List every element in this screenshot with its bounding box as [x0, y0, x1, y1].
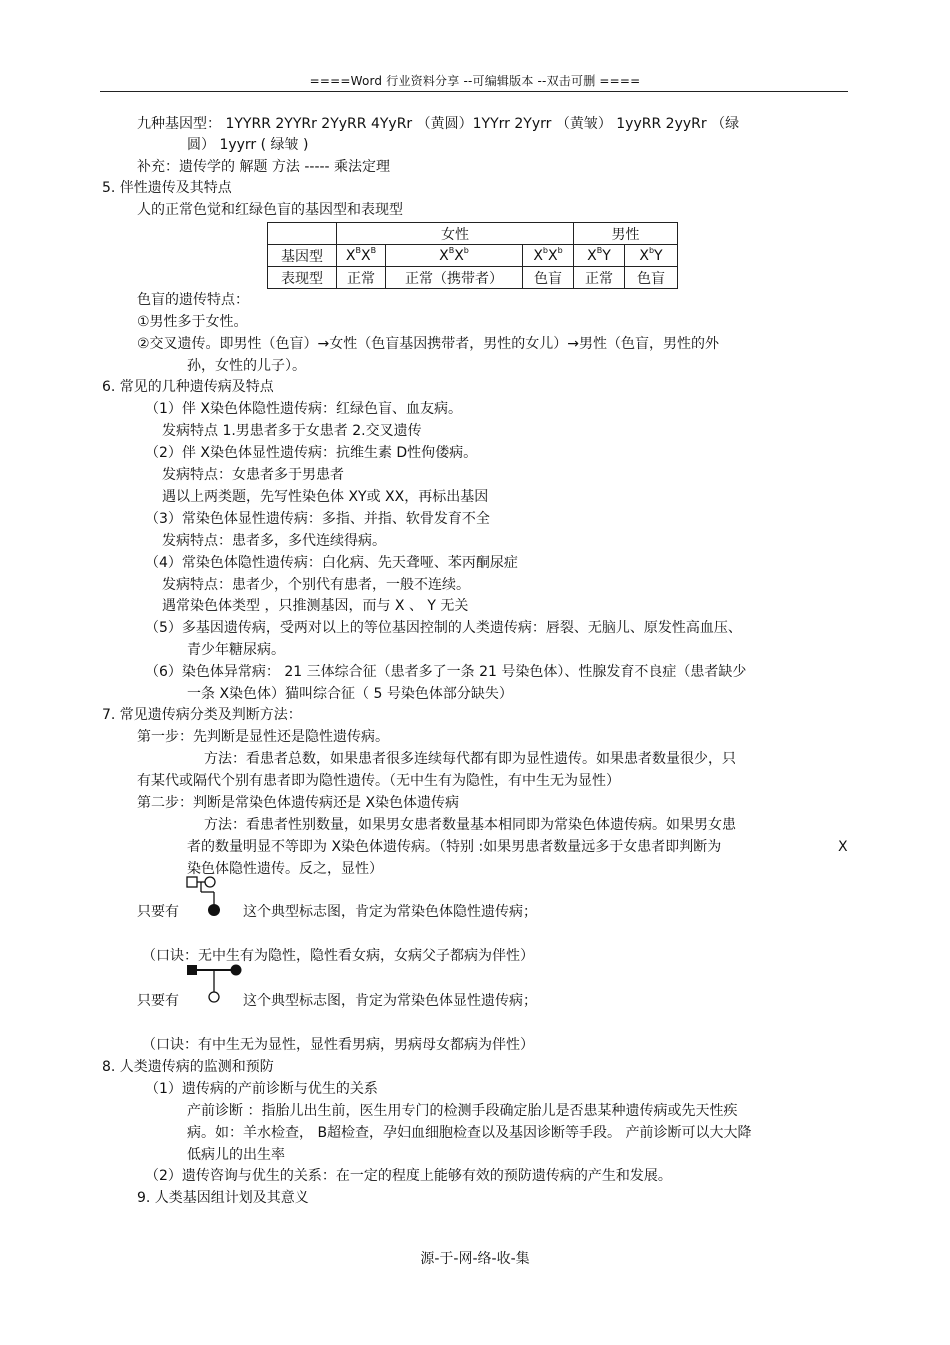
recessive-pedigree-icon — [180, 872, 250, 920]
dominant-statement: 这个典型标志图，肯定为常染色体显性遗传病； — [243, 993, 537, 1009]
table-corner-cell — [268, 223, 337, 245]
step-1-method: 方法：看患者总数，如果患者很多连续每代都有即为显性遗传。如果患者数量很少，只 — [204, 751, 736, 767]
step-2-method-cont: 者的数量明显不等即为 X染色体遗传病。（特别 :如果男患者数量远多于女患者即判断为 — [187, 839, 722, 855]
recessive-rhyme: （口诀：无中生有为隐性，隐性看女病，女病父子都病为伴性） — [142, 948, 534, 964]
prenatal-methods: 病。如：羊水检查， B超检查，孕妇血细胞检查以及基因诊断等手段。 产前诊断可以大大降 — [187, 1125, 752, 1141]
trait-1: ①男性多于女性。 — [137, 314, 248, 330]
table-caption: 人的正常色觉和红绿色盲的基因型和表现型 — [137, 202, 403, 218]
trait-2-cont: 孙，女性的儿子）。 — [187, 358, 306, 374]
section-8-heading: 8. 人类遗传病的监测和预防 — [102, 1059, 274, 1075]
genotype-label: 基因型 — [268, 245, 337, 267]
phenotype-cell: 色盲 — [523, 267, 574, 289]
phenotype-cell: 正常（携带者） — [386, 267, 523, 289]
phenotype-cell: 正常 — [574, 267, 625, 289]
page-header: ====Word 行业资料分享 --可编辑版本 --双击可删 ==== — [309, 74, 641, 88]
color-blindness-table — [267, 222, 678, 289]
step-2-method-end: 染色体隐性遗传。反之，显性） — [187, 861, 383, 877]
disease-5-cont: 青少年糖尿病。 — [187, 642, 285, 658]
disease-1: （1）伴 X染色体隐性遗传病：红绿色盲、血友病。 — [145, 401, 462, 417]
disease-6-cont: 一条 X染色体）猫叫综合征（ 5 号染色体部分缺失） — [187, 686, 513, 702]
step-2-method-x: X — [838, 839, 848, 855]
male-header: 男性 — [574, 223, 678, 245]
header-rule — [100, 91, 848, 92]
prenatal-definition: 产前诊断 ：指胎儿出生前，医生用专门的检测手段确定胎儿是否患某种遗传病或先天性疾 — [187, 1103, 738, 1119]
disease-1-feature: 发病特点 1.男患者多于女患者 2.交叉遗传 — [162, 423, 422, 439]
disease-4-tip: 遇常染色体类型 ，只推测基因，而与 X 、 Y 无关 — [162, 598, 469, 614]
disease-5: （5）多基因遗传病，受两对以上的等位基因控制的人类遗传病：唇裂、无脑儿、原发性高血压、 — [145, 620, 742, 636]
trait-2: ②交叉遗传。即男性（色盲）→女性（色盲基因携带者，男性的女儿）→男性（色盲，男性的外 — [137, 336, 720, 352]
disease-2: （2）伴 X染色体显性遗传病：抗维生素 D性佝偻病。 — [145, 445, 478, 461]
phenotype-label: 表现型 — [268, 267, 337, 289]
traits-heading: 色盲的遗传特点： — [137, 292, 249, 308]
genotype-cell: $X^bX^b$ — [523, 245, 574, 267]
dominant-lead: 只要有 — [137, 993, 179, 1009]
section-7-heading: 7. 常见遗传病分类及判断方法： — [102, 707, 302, 723]
disease-3: （3）常染色体显性遗传病：多指、并指、软骨发育不全 — [145, 511, 490, 527]
recessive-lead: 只要有 — [137, 904, 179, 920]
section-8-1: （1）遗传病的产前诊断与优生的关系 — [145, 1081, 378, 1097]
disease-6: （6）染色体异常病： 21 三体综合征（患者多了一条 21 号染色体）、性腺发育不良症（患者缺少 — [145, 664, 747, 680]
genotype-cell: $X^BX^b$ — [386, 245, 523, 267]
step-1-method-cont: 有某代或隔代个别有患者即为隐性遗传。（无中生有为隐性，有中生无为显性） — [137, 773, 620, 789]
section-8-2: （2）遗传咨询与优生的关系：在一定的程度上能够有效的预防遗传病的产生和发展。 — [145, 1168, 672, 1184]
genotype-line-1: 九种基因型： 1YYRR 2YYRr 2YyRR 4YyRr （黄圆）1YYrr 2Yyrr （黄皱） 1yyRR 2yyRr （绿 — [137, 116, 740, 132]
section-6-heading: 6. 常见的几种遗传病及特点 — [102, 379, 274, 395]
prenatal-methods-end: 低病儿的出生率 — [187, 1147, 285, 1163]
genotype-cell: $X^BX^B$ — [337, 245, 386, 267]
dominant-pedigree-icon — [180, 962, 250, 1006]
phenotype-cell: 正常 — [337, 267, 386, 289]
page-footer: 源-于-网-络-收-集 — [420, 1251, 530, 1267]
step-1: 第一步：先判断是显性还是隐性遗传病。 — [137, 729, 389, 745]
disease-2-tip: 遇以上两类题，先写性染色体 XY或 XX，再标出基因 — [162, 489, 489, 505]
supplement-line: 补充：遗传学的 解题 方法 ----- 乘法定理 — [137, 159, 391, 175]
dominant-rhyme: （口诀：有中生无为显性，显性看男病，男病母女都病为伴性） — [142, 1037, 534, 1053]
disease-4: （4）常染色体隐性遗传病：白化病、先天聋哑、苯丙酮尿症 — [145, 555, 518, 571]
female-header: 女性 — [337, 223, 574, 245]
step-2: 第二步：判断是常染色体遗传病还是 X染色体遗传病 — [137, 795, 460, 811]
phenotype-cell: 色盲 — [625, 267, 678, 289]
recessive-statement: 这个典型标志图，肯定为常染色体隐性遗传病； — [243, 904, 537, 920]
genotype-line-2: 圆） 1yyrr ( 绿皱 ) — [187, 137, 309, 153]
section-9-heading: 9. 人类基因组计划及其意义 — [137, 1190, 309, 1206]
genotype-cell: $X^BY$ — [574, 245, 625, 267]
section-5-heading: 5. 伴性遗传及其特点 — [102, 180, 232, 196]
disease-4-feature: 发病特点：患者少，个别代有患者，一般不连续。 — [162, 577, 470, 593]
genotype-cell: $X^bY$ — [625, 245, 678, 267]
disease-3-feature: 发病特点：患者多，多代连续得病。 — [162, 533, 386, 549]
disease-2-feature: 发病特点：女患者多于男患者 — [162, 467, 344, 483]
step-2-method: 方法：看患者性别数量，如果男女患者数量基本相同即为常染色体遗传病。如果男女患 — [204, 817, 736, 833]
